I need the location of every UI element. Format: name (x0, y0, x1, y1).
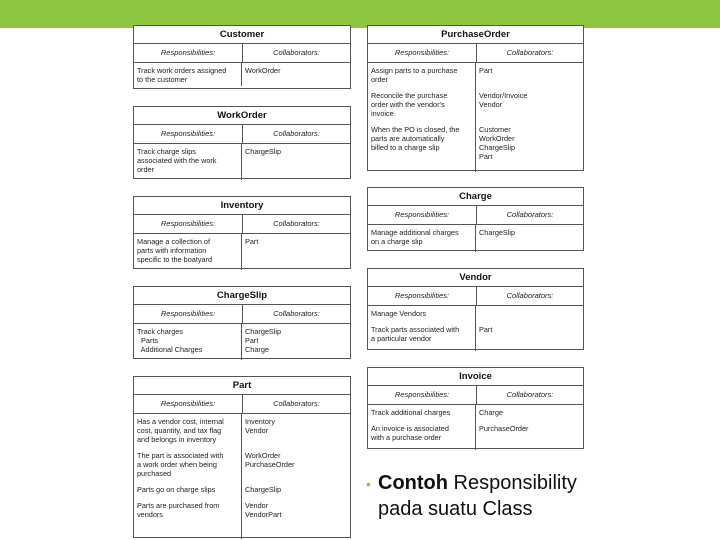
collaborator-line: Part (479, 325, 493, 334)
collaborator-line: ChargeSlip (245, 327, 282, 336)
responsibility-line: specific to the boatyard (137, 255, 213, 264)
card-title: ChargeSlip (134, 287, 350, 305)
responsibilities-header: Responsibilities: (134, 305, 243, 323)
responsibility-line: When the PO is closed, the (371, 125, 460, 134)
crc-card-inventory (133, 196, 351, 269)
collaborator-line: PurchaseOrder (245, 460, 295, 469)
crc-card-workorder (133, 106, 351, 179)
responsibility-line: a work order when being (137, 460, 217, 469)
responsibility-line: and belongs in inventory (137, 435, 217, 444)
collaborator-line: ChargeSlip (245, 485, 282, 494)
collaborators-header: Collaborators: (273, 219, 320, 228)
responsibility-line: Has a vendor cost, internal (137, 417, 224, 426)
collaborators-column (476, 405, 583, 450)
collaborator-line: VendorPart (245, 510, 282, 519)
responsibility-line: Track charges (137, 327, 183, 336)
responsibility-line: Manage a collection of (137, 237, 211, 246)
responsibility-line: a particular vendor (371, 334, 432, 343)
collaborator-line: WorkOrder (245, 451, 281, 460)
collaborator-line: Customer (479, 125, 511, 134)
collaborator-line: Vendor/Invoice (479, 91, 528, 100)
responsibility-line: billed to a charge slip (371, 143, 440, 152)
responsibilities-column (368, 405, 476, 450)
collaborator-line: Part (245, 237, 259, 246)
collaborators-column (242, 324, 350, 360)
crc-card-customer (133, 25, 351, 89)
collaborators-header: Collaborators: (273, 309, 320, 318)
responsibility-line: parts with information (137, 246, 207, 255)
collaborators-column (242, 63, 350, 86)
caption-text: Responsibility (447, 472, 577, 494)
collaborators-header: Collaborators: (506, 390, 554, 399)
collaborator-line: WorkOrder (479, 134, 515, 143)
collaborators-header: Collaborators: (506, 210, 554, 219)
collaborator-line: ChargeSlip (245, 147, 282, 156)
crc-card-charge (367, 187, 584, 251)
card-title: PurchaseOrder (368, 26, 583, 44)
collaborators-header: Collaborators: (506, 291, 554, 300)
card-title: Part (134, 377, 350, 395)
collaborators-header: Collaborators: (273, 129, 320, 138)
responsibilities-header: Responsibilities: (368, 44, 477, 62)
collaborator-line: Part (245, 336, 259, 345)
collaborator-line: ChargeSlip (479, 228, 516, 237)
card-title: Vendor (368, 269, 583, 287)
responsibilities-header: Responsibilities: (134, 44, 243, 62)
responsibility-line: to the customer (137, 75, 188, 84)
responsibility-line: Manage additional charges (371, 228, 459, 237)
responsibility-line: Track charge slips (137, 147, 196, 156)
card-title: WorkOrder (134, 107, 350, 125)
responsibilities-column (134, 324, 242, 360)
responsibility-line: associated with the work (137, 156, 217, 165)
responsibilities-column (134, 144, 242, 180)
responsibilities-column (368, 306, 476, 351)
collaborator-line: Charge (479, 408, 503, 417)
responsibility-line: vendors (137, 510, 163, 519)
responsibility-line: An invoice is associated (371, 424, 449, 433)
responsibilities-header: Responsibilities: (134, 395, 243, 413)
responsibility-line: with a purchase order (371, 433, 442, 442)
responsibilities-column (368, 63, 476, 172)
responsibility-line: order with the vendor's (371, 100, 445, 109)
collaborators-header: Collaborators: (506, 48, 554, 57)
card-title: Invoice (368, 368, 583, 386)
responsibility-line: Assign parts to a purchase (371, 66, 458, 75)
responsibilities-column (134, 63, 242, 86)
collaborators-column (242, 144, 350, 180)
collaborator-line: PurchaseOrder (479, 424, 529, 433)
responsibilities-column (134, 414, 242, 539)
responsibilities-header: Responsibilities: (368, 386, 477, 404)
collaborator-line: Charge (245, 345, 269, 354)
responsibility-line: Parts go on charge slips (137, 485, 216, 494)
responsibility-line: Manage Vendors (371, 309, 427, 318)
responsibility-line: Track work orders assigned (137, 66, 227, 75)
responsibilities-header: Responsibilities: (368, 206, 477, 224)
responsibilities-header: Responsibilities: (368, 287, 477, 305)
collaborator-line: Part (479, 66, 493, 75)
collaborator-line: WorkOrder (245, 66, 281, 75)
card-title: Charge (368, 188, 583, 206)
collaborator-line: ChargeSlip (479, 143, 516, 152)
responsibility-line: Track additional charges (371, 408, 451, 417)
caption-bold-word: Contoh (378, 472, 448, 494)
responsibility-line: on a charge slip (371, 237, 423, 246)
collaborator-line: Inventory (245, 417, 276, 426)
collaborator-line: Vendor (245, 426, 269, 435)
card-title: Customer (134, 26, 350, 44)
top-accent-bar (0, 0, 720, 28)
crc-card-chargeslip (133, 286, 351, 359)
responsibility-line: Additional Charges (137, 345, 203, 354)
collaborators-column (476, 63, 583, 172)
responsibility-line: Track parts associated with (371, 325, 460, 334)
responsibilities-column (368, 225, 476, 252)
responsibility-line: Parts (137, 336, 159, 345)
responsibility-line: parts are automatically (371, 134, 445, 143)
crc-card-purchaseorder (367, 25, 584, 171)
responsibilities-column (134, 234, 242, 270)
collaborator-line: Part (479, 152, 493, 161)
responsibility-line: Reconcile the purchase (371, 91, 448, 100)
collaborator-line: Vendor (479, 100, 503, 109)
responsibility-line: order (371, 75, 389, 84)
responsibilities-header: Responsibilities: (134, 125, 243, 143)
card-title: Inventory (134, 197, 350, 215)
bullet-icon: • (366, 476, 371, 492)
responsibility-line: cost, quantity, and tax flag (137, 426, 222, 435)
responsibilities-header: Responsibilities: (134, 215, 243, 233)
collaborators-column (476, 306, 583, 351)
responsibility-line: order (137, 165, 155, 174)
slide-caption (366, 470, 577, 522)
responsibility-line: The part is associated with (137, 451, 224, 460)
collaborators-column (242, 414, 350, 539)
collaborators-column (476, 225, 583, 252)
responsibility-line: Parts are purchased from (137, 501, 220, 510)
responsibility-line: invoice (371, 109, 394, 118)
responsibility-line: purchased (137, 469, 172, 478)
collaborators-header: Collaborators: (273, 48, 320, 57)
crc-card-part (133, 376, 351, 538)
collaborators-header: Collaborators: (273, 399, 320, 408)
crc-card-vendor (367, 268, 584, 350)
caption-text-line2: pada suatu Class (378, 498, 533, 520)
collaborator-line: Vendor (245, 501, 269, 510)
crc-card-invoice (367, 367, 584, 449)
collaborators-column (242, 234, 350, 270)
